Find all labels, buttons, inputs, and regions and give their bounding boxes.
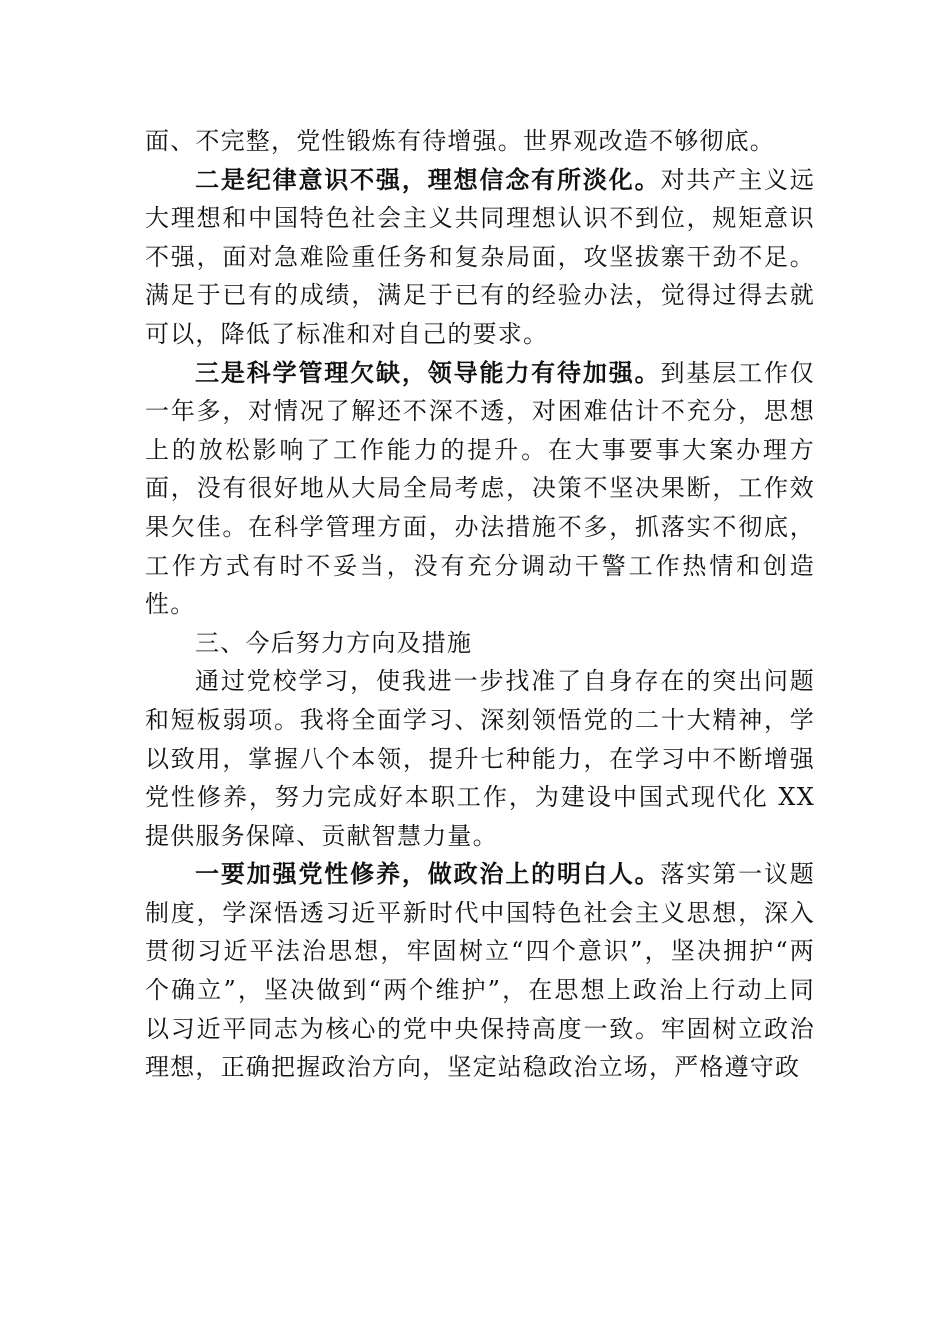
paragraph-management (145, 354, 815, 624)
paragraph-lead-heading: 一要加强党性修养，做政治上的明白人。 (195, 859, 661, 889)
paragraph-discipline (145, 161, 815, 354)
paragraph-intro-measures (145, 662, 815, 855)
paragraph-text: 对共产主义远大理想和中国特色社会主义共同理想认识不到位，规矩意识不强，面对急难险重任务和复杂局面，攻坚拔寨干劲不足。 满足于已有的成绩，满足于已有的经验办法，觉得过得去就可以，降低了标准和对自己的要求。 (145, 165, 816, 348)
section-heading-text: 三、今后努力方向及措施 (195, 628, 473, 657)
paragraph-lead-heading: 二是纪律意识不强，理想信念有所淡化。 (195, 164, 661, 194)
paragraph-text: 到基层工作仅一年多，对情况了解还不深不透，对困难估计不充分，思想 上的放松影响了工作能力的提升。在大事要事大案办理方面，没有很好地从大局全局考虑，决策不坚决果断，工作效果欠佳。在科学管理方面，办法措施不多，抓落实不彻底，工作方式有时不妥当，没有充分调动干警工作热情和创造性。 (145, 358, 816, 619)
paragraph-text: 落实第一议题制度，学深悟透习近平新时代中国特色社会主义思想，深入贯彻习近平法治思想，牢固树立“四个意识”，坚决拥护“两个确立”，坚决做到“两个维护”，在思想上政治上行动上同以习近平同志为核心的党中央保持高度一致。牢固树立政治理想，正确把握政治方向，坚定站稳政治立场，严格遵守政 (145, 860, 816, 1082)
document-body (145, 122, 815, 1087)
paragraph-continuation (145, 122, 815, 161)
paragraph-text: 面、不完整，党性锻炼有待增强。世界观改造不够彻底。 (145, 127, 775, 155)
paragraph-party-spirit (145, 855, 815, 1087)
paragraph-text: 通过党校学习，使我进一步找准了自身存在的突出问题和短板弱项。我将全面学习、深刻领悟党的二十大精神，学以致用，掌握八个本领，提升七种能力，在学习中不断增强 党性修养，努力完成好本职工作，为建设中国式现代化 XX 提供服务保障、贡献智慧力量。 (145, 667, 815, 850)
section-heading (145, 624, 815, 663)
paragraph-lead-heading: 三是科学管理欠缺，领导能力有待加强。 (195, 357, 661, 387)
